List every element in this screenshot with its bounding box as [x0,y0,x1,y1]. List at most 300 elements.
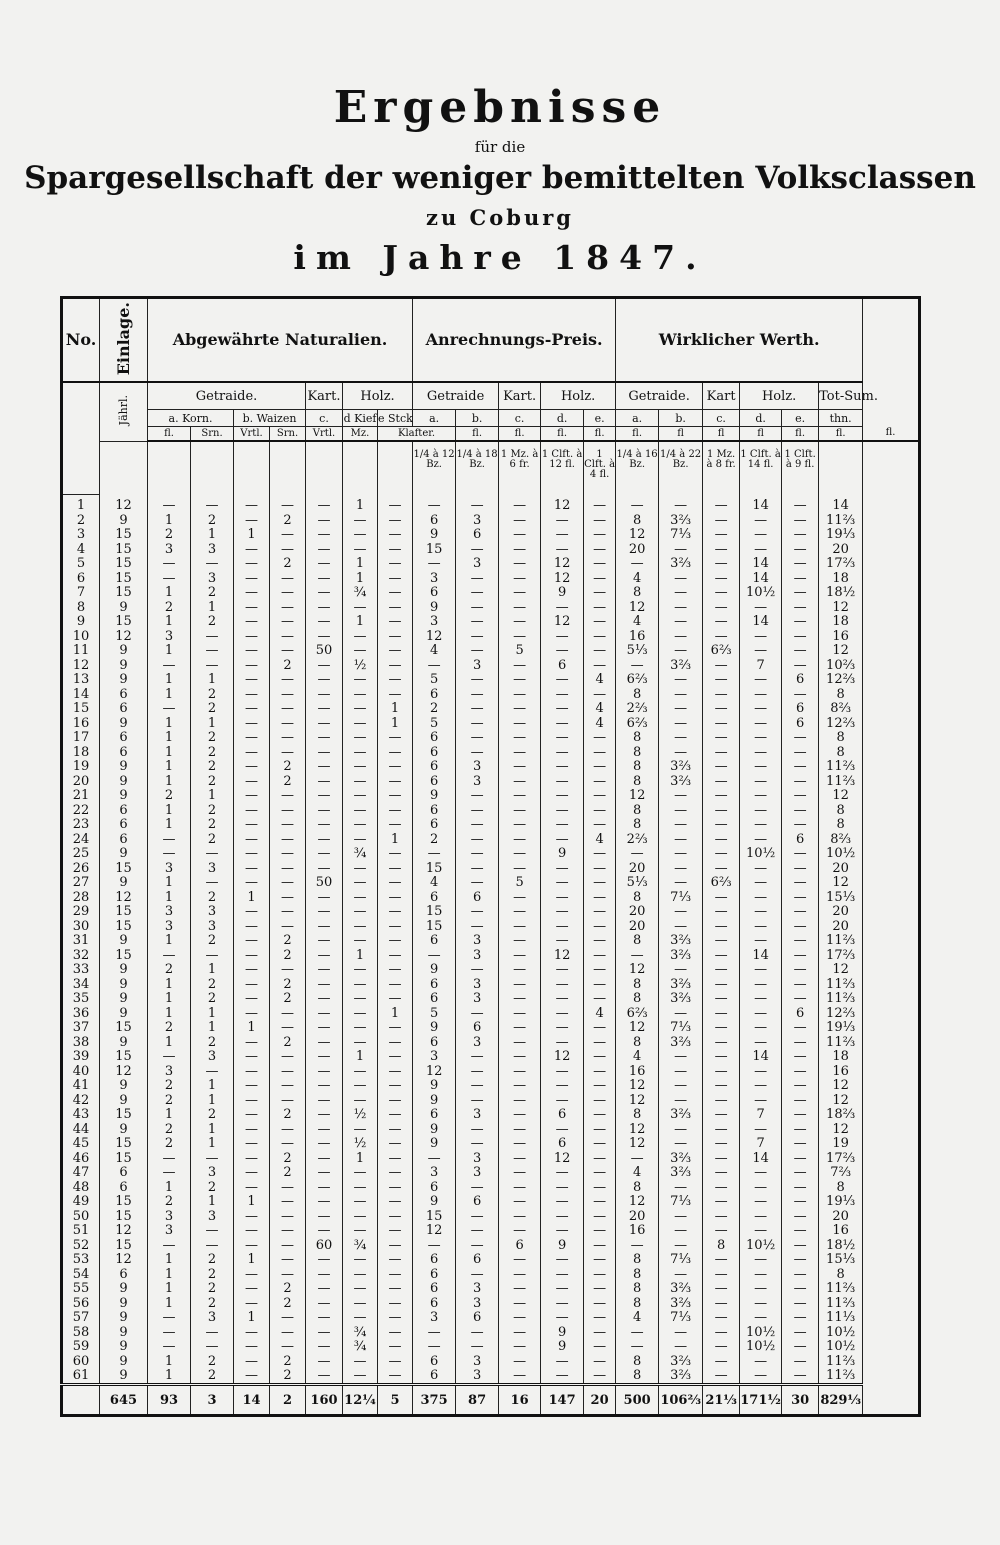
table-cell: 9 [100,1006,148,1021]
table-cell: 2 [191,1267,234,1282]
table-cell: — [541,890,584,905]
table-cell: — [703,1180,740,1195]
table-cell: — [782,513,819,528]
table-cell: 15 [100,571,148,586]
table-cell: 14 [740,1050,782,1065]
table-cell: 48 [62,1180,100,1195]
table-cell: — [703,1050,740,1065]
table-cell: — [306,571,343,586]
table-cell: — [584,803,616,818]
header-thn: thn. [819,410,863,427]
table-cell: 1 [148,615,191,630]
table-cell: — [378,992,413,1007]
table-cell: — [541,992,584,1007]
table-cell: 60 [62,1354,100,1369]
table-cell: 4 [584,716,616,731]
table-cell: 10½ [819,847,863,862]
table-cell: — [659,687,703,702]
table-cell: — [306,1122,343,1137]
table-cell: 6 [100,731,148,746]
table-cell: 2 [148,789,191,804]
table-row [62,760,920,775]
table-cell: — [191,1325,234,1340]
table-cell: — [270,1006,306,1021]
table-cell: — [782,557,819,572]
table-cell: — [306,977,343,992]
table-cell: — [456,1006,499,1021]
header-anrechnungs-preis: Anrechnungs-Preis. [413,298,616,383]
table-cell: — [306,774,343,789]
table-cell: — [584,905,616,920]
table-cell: 1 [343,557,378,572]
table-cell: — [343,702,378,717]
table-row [62,615,920,630]
table-cell: — [782,963,819,978]
table-cell: 31 [62,934,100,949]
table-cell: — [584,557,616,572]
table-cell: — [782,1195,819,1210]
table-cell: 12 [616,528,659,543]
table-cell: — [343,977,378,992]
table-cell: 15 [100,1238,148,1253]
table-cell: 6 [413,818,456,833]
table-cell: — [740,890,782,905]
table-cell: — [270,673,306,688]
table-cell: — [306,948,343,963]
table-cell: — [148,494,191,513]
table-cell: 3 [456,760,499,775]
table-row [62,687,920,702]
table-cell: 2 [191,832,234,847]
table-cell: — [584,1166,616,1181]
table-cell: 9 [100,600,148,615]
table-cell: 10½ [740,1238,782,1253]
table-cell: — [703,494,740,513]
table-cell: ¾ [343,847,378,862]
unit-klafter: Klafter. [378,427,456,442]
table-cell: 8 [616,586,659,601]
table-cell: 3 [413,1166,456,1181]
table-cell: — [584,1253,616,1268]
table-cell: — [270,644,306,659]
table-cell: 12 [100,1253,148,1268]
table-cell: — [306,494,343,513]
table-cell: 9 [100,760,148,775]
table-cell: — [584,600,616,615]
table-cell: — [343,832,378,847]
table-cell: — [456,1079,499,1094]
total-cell: 2 [270,1385,306,1416]
table-cell: 8 [616,731,659,746]
table-cell: — [584,1093,616,1108]
header-holz-3: Holz. [740,382,819,410]
header-kart-2: Kart. [499,382,541,410]
table-cell: — [499,557,541,572]
table-cell: — [782,789,819,804]
table-row [62,494,920,513]
table-cell: — [191,948,234,963]
table-cell: 1 [62,494,100,513]
table-cell: 4 [413,644,456,659]
table-cell: — [343,1093,378,1108]
table-cell: 1 [234,1195,270,1210]
table-cell: — [499,905,541,920]
table-cell: 12 [541,1151,584,1166]
table-cell: — [703,557,740,572]
results-table [60,296,921,1417]
table-cell: 1 [148,687,191,702]
table-cell: 8 [616,760,659,775]
table-cell: — [306,1108,343,1123]
table-cell: — [499,1224,541,1239]
table-cell: — [306,542,343,557]
table-cell: 8⅔ [819,702,863,717]
table-cell: 37 [62,1021,100,1036]
table-cell: — [541,1064,584,1079]
table-cell: 14 [740,494,782,513]
table-cell: — [703,1296,740,1311]
table-cell: — [616,948,659,963]
table-cell: 47 [62,1166,100,1181]
blank-7 [378,441,413,494]
table-cell: — [584,760,616,775]
table-cell: — [343,1180,378,1195]
table-cell: — [234,1151,270,1166]
table-cell: 9 [100,1311,148,1326]
price-kart: 1 Mz. à 6 fr. [499,441,541,494]
table-cell: 15 [413,861,456,876]
table-cell: 1 [148,934,191,949]
table-cell: 3 [148,905,191,920]
table-cell: — [703,760,740,775]
table-cell: 12 [616,1137,659,1152]
table-cell: — [499,745,541,760]
table-cell: 1 [343,615,378,630]
table-cell: 3 [148,1224,191,1239]
table-cell: 6 [413,803,456,818]
table-cell: — [541,1122,584,1137]
table-cell: 18 [62,745,100,760]
table-cell: 6⅔ [703,644,740,659]
table-cell: 21 [62,789,100,804]
table-cell: — [740,1166,782,1181]
table-cell: — [703,803,740,818]
table-cell: — [703,977,740,992]
table-cell: — [306,803,343,818]
table-cell: 1 [191,789,234,804]
table-cell: — [703,745,740,760]
header-a-2: a. [413,410,456,427]
table-cell: 2 [413,702,456,717]
table-cell: — [499,658,541,673]
table-cell: 1 [191,1122,234,1137]
table-cell: — [234,934,270,949]
table-cell: 1 [148,1108,191,1123]
table-cell: — [343,528,378,543]
table-cell: 2 [191,760,234,775]
unit-fl-a2: fl. [456,427,499,442]
table-cell: 8 [616,774,659,789]
table-cell: 38 [62,1035,100,1050]
table-cell: — [234,1166,270,1181]
title-spargesellschaft: Spargesellschaft der weniger bemittelten Volksclassen [24,160,976,196]
table-cell: — [703,1035,740,1050]
table-row [62,1093,920,1108]
table-cell: — [499,1267,541,1282]
table-cell: — [378,1369,413,1385]
table-cell: — [234,629,270,644]
table-cell: 1 [148,644,191,659]
table-cell: — [456,832,499,847]
table-cell: — [703,629,740,644]
table-cell: — [270,731,306,746]
table-cell: 4 [584,832,616,847]
table-cell: — [456,919,499,934]
table-row [62,716,920,731]
table-cell: 9 [413,1195,456,1210]
table-cell: 6 [413,687,456,702]
table-cell: — [740,600,782,615]
table-row [62,919,920,934]
table-cell: 9 [100,658,148,673]
table-cell: 4 [584,1006,616,1021]
header-no-blank [62,382,100,494]
table-cell: — [541,528,584,543]
table-cell: 9 [413,963,456,978]
table-row [62,789,920,804]
table-cell: 26 [62,861,100,876]
table-cell: 1 [378,716,413,731]
table-cell: 18 [819,1050,863,1065]
table-cell: — [703,1093,740,1108]
table-cell: 6⅔ [616,1006,659,1021]
table-cell: 9 [100,1369,148,1385]
table-cell: — [499,1282,541,1297]
table-cell: — [584,1122,616,1137]
table-cell: 8 [616,977,659,992]
table-cell: 9 [541,1340,584,1355]
table-cell: — [191,494,234,513]
header-b-3: b. [659,410,703,427]
table-cell: — [234,1369,270,1385]
table-cell: 7⅓ [659,1253,703,1268]
table-cell: 12⅔ [819,673,863,688]
table-cell: 14 [740,557,782,572]
table-cell: — [234,1064,270,1079]
table-cell: — [270,1267,306,1282]
table-row [62,1108,920,1123]
table-cell: — [541,1354,584,1369]
table-cell: 52 [62,1238,100,1253]
table-cell: 7 [740,658,782,673]
table-cell: 30 [62,919,100,934]
table-cell: 2 [148,1093,191,1108]
table-cell: — [234,803,270,818]
title-fuer-die: für die [474,138,526,156]
table-cell: — [343,876,378,891]
table-cell: — [499,1050,541,1065]
table-cell: — [740,644,782,659]
table-cell: 8 [616,818,659,833]
table-cell: 6 [413,1108,456,1123]
table-cell: ¾ [343,1325,378,1340]
table-cell: 9 [413,528,456,543]
table-cell: — [740,528,782,543]
table-cell: 3 [148,861,191,876]
table-cell: — [740,818,782,833]
total-cell: 829⅓ [819,1385,863,1416]
value-holz-d: 1 Clft. à 14 fl. [740,441,782,494]
table-cell: 1 [191,1093,234,1108]
table-cell: — [378,629,413,644]
table-cell: — [659,1137,703,1152]
table-cell: 2 [191,1035,234,1050]
table-cell: — [584,1282,616,1297]
table-row [62,542,920,557]
table-cell: 12 [616,1093,659,1108]
table-cell: 3 [191,1209,234,1224]
table-cell: 2 [191,513,234,528]
table-cell: — [343,1296,378,1311]
table-cell: — [541,745,584,760]
table-cell: — [378,1354,413,1369]
table-cell: — [584,571,616,586]
total-cell: 21⅓ [703,1385,740,1416]
table-cell: 15 [100,1137,148,1152]
table-cell: 3 [456,1296,499,1311]
table-cell: 22 [62,803,100,818]
table-cell: 2 [270,1354,306,1369]
table-cell: 3⅔ [659,948,703,963]
table-cell: 14 [819,494,863,513]
table-cell: — [584,1021,616,1036]
table-cell: — [378,557,413,572]
table-cell: 8 [616,934,659,949]
header-getraide: Getraide. [148,382,306,410]
table-cell: — [306,586,343,601]
table-cell: 3⅔ [659,513,703,528]
table-cell: ¾ [343,1340,378,1355]
table-cell: — [343,542,378,557]
table-cell: — [270,832,306,847]
total-cell: 93 [148,1385,191,1416]
table-cell: — [234,600,270,615]
table-cell: — [234,876,270,891]
blank-2 [191,441,234,494]
table-cell: — [378,615,413,630]
table-cell: — [378,861,413,876]
table-cell: 2 [191,1108,234,1123]
table-cell: 16 [616,1064,659,1079]
header-b-waizen: b. Waizen [234,410,306,427]
table-cell: — [584,876,616,891]
table-cell: 15 [100,1195,148,1210]
table-cell: 6⅔ [703,876,740,891]
table-cell: 16 [616,629,659,644]
table-cell: — [148,948,191,963]
unit-fl-a3: fl [659,427,703,442]
table-cell: — [703,1224,740,1239]
table-cell: — [499,1354,541,1369]
table-cell: 6 [100,818,148,833]
table-cell: — [306,890,343,905]
table-cell: — [659,1079,703,1094]
table-cell: 20 [819,919,863,934]
table-cell: — [499,847,541,862]
total-cell: 12¼ [343,1385,378,1416]
table-cell: 27 [62,876,100,891]
table-cell: 3⅔ [659,557,703,572]
table-cell: 11⅔ [819,513,863,528]
table-cell: — [541,876,584,891]
table-cell: — [306,1340,343,1355]
table-cell: 15 [100,1108,148,1123]
table-cell: 5 [413,716,456,731]
table-cell: 8 [616,1296,659,1311]
table-cell: 3⅔ [659,934,703,949]
table-cell: — [782,890,819,905]
table-cell: — [378,1108,413,1123]
table-cell: — [659,1050,703,1065]
table-cell: — [343,513,378,528]
total-cell: 375 [413,1385,456,1416]
table-cell: — [413,1340,456,1355]
table-cell: — [499,992,541,1007]
table-cell: — [782,774,819,789]
table-cell: — [499,1325,541,1340]
table-cell: — [584,919,616,934]
table-cell: 2 [62,513,100,528]
table-cell: 1 [148,1282,191,1297]
table-cell: — [378,1122,413,1137]
table-cell: ¾ [343,1238,378,1253]
table-cell: 9 [100,774,148,789]
total-cell: 147 [541,1385,584,1416]
table-cell: 6 [100,1180,148,1195]
table-cell: — [234,1006,270,1021]
table-cell: 8 [616,1267,659,1282]
table-cell: 12 [616,789,659,804]
table-cell: 8 [616,1253,659,1268]
table-cell: — [234,673,270,688]
table-cell: 2 [270,992,306,1007]
table-row [62,571,920,586]
unit-fl-c2: fl. [541,427,584,442]
table-cell: 3 [413,1311,456,1326]
table-cell: — [343,1035,378,1050]
table-cell: 6 [413,586,456,601]
table-cell: 2 [191,890,234,905]
table-cell: 9 [100,977,148,992]
table-cell: — [343,1311,378,1326]
table-cell: — [378,571,413,586]
table-cell: 2 [191,818,234,833]
table-cell: 4 [616,1050,659,1065]
table-cell: — [270,687,306,702]
table-cell: — [270,1238,306,1253]
table-cell: — [740,1006,782,1021]
table-cell: — [584,1354,616,1369]
table-cell: 8 [616,890,659,905]
table-cell: 9 [100,963,148,978]
table-cell: 9 [100,1035,148,1050]
table-cell: — [270,803,306,818]
table-cell: — [659,571,703,586]
table-cell: — [541,803,584,818]
table-cell: 1 [148,731,191,746]
table-cell: — [306,905,343,920]
table-cell: — [234,992,270,1007]
